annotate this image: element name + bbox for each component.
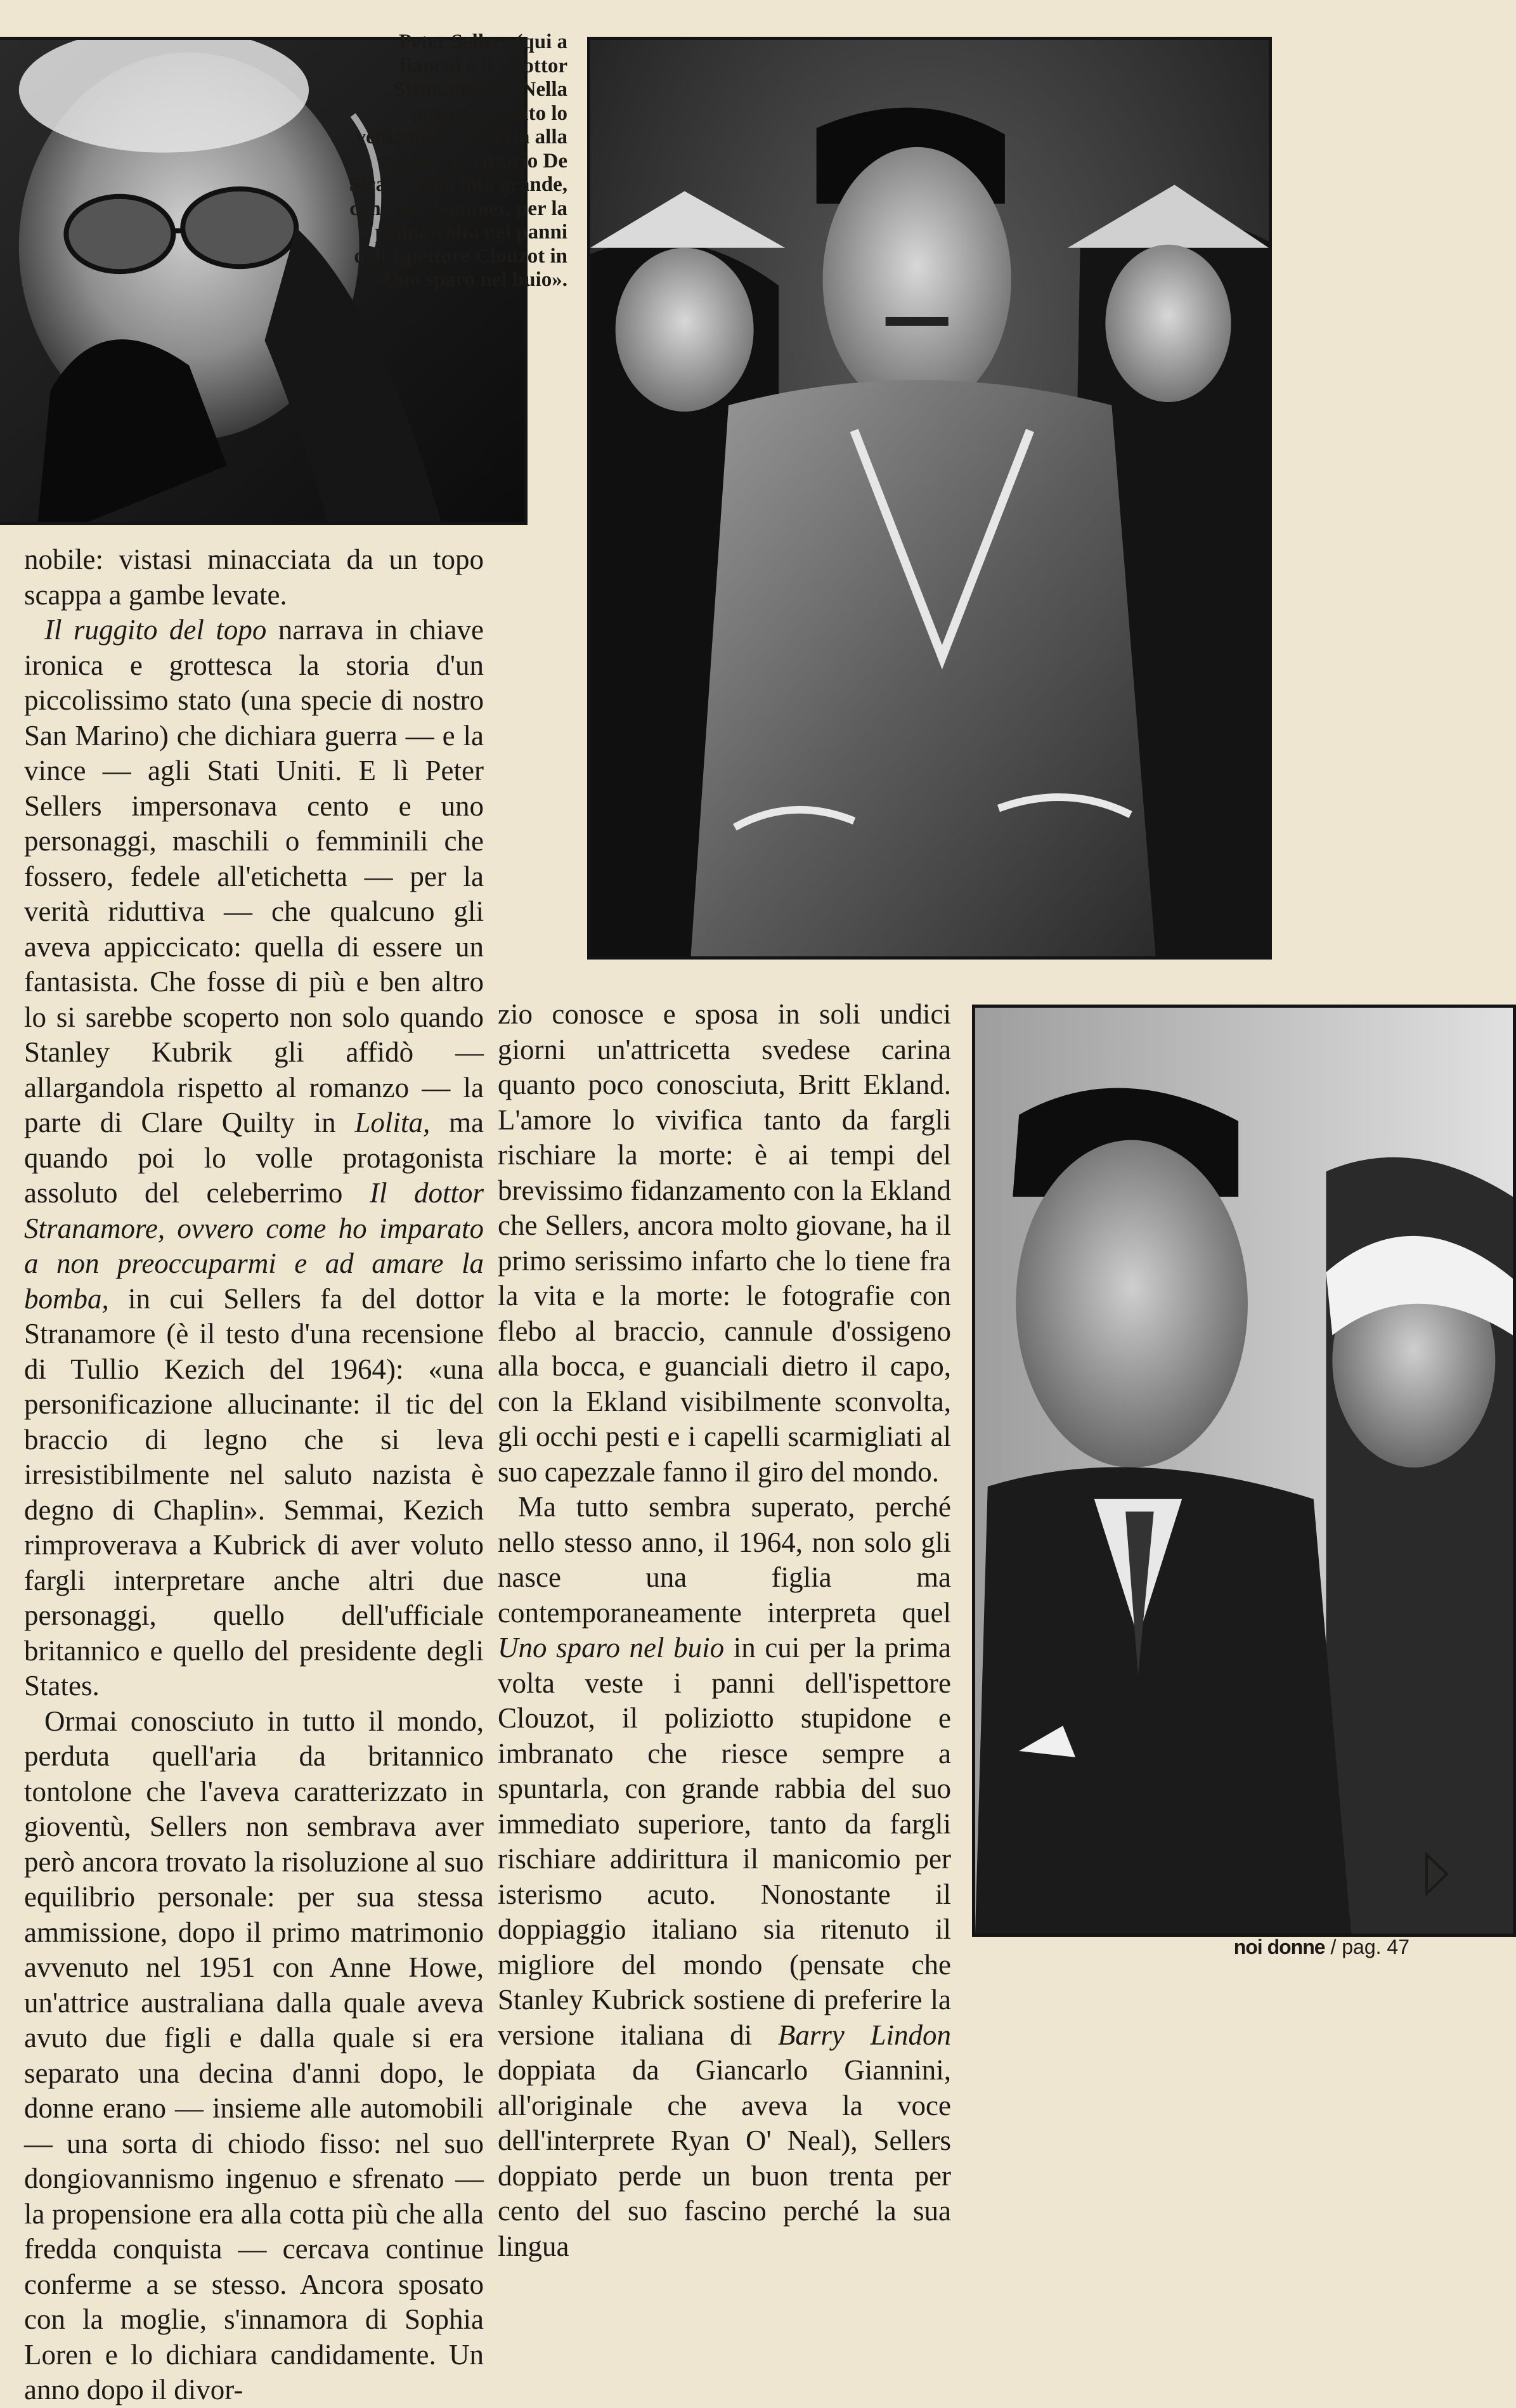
- article-paragraph: nobile: vistasi minacciata da un topo scappa a gambe levate.: [24, 543, 484, 611]
- caption-line: fianco) è il «Dottor: [399, 54, 567, 77]
- caption-line: Stranamore». Nella: [393, 78, 567, 101]
- photo-uno-sparo-nel-buio-image: [975, 1008, 1513, 1934]
- caption-line: dell'ispettore Clouzot in: [354, 244, 567, 268]
- film-title: Il ruggito del topo: [44, 614, 267, 646]
- page-number: pag. 47: [1342, 1936, 1409, 1958]
- caption-line: Peter Sellers (qui a: [398, 30, 567, 53]
- article-text: Ma tutto sembra superato, perché nello stesso anno, il 1964, non solo gli nasce una figlia ma contemporaneamente interpreta quel: [498, 1491, 951, 1629]
- article-text: narrava in chiave ironica e grottesca la storia d'un piccolissimo stato (una specie di nostro San Marino) che dichiara guerra — e la vince — agli Stati Uniti. E lì Peter Sellers impersonava cento e uno personaggi, maschili o femminili che fossero, fedele all'etichetta — per la verità riduttiva — che qualcuno gli aveva appiccicato: quella di essere un fantasista. Che fosse di più e ben altro lo si sarebbe scoperto non solo quando Stanley Kubrik gli affidò — allargandola rispetto al romanzo — la parte di Clare Quilty in: [24, 614, 484, 1138]
- caption-line: «Uno sparo nel buio».: [372, 268, 567, 291]
- film-title: Lolita,: [354, 1107, 431, 1138]
- film-title: Il dottor Stranamore, ovvero come ho imparato a non preoccuparmi e ad amare la bomba,: [24, 1177, 484, 1315]
- caption-line: prima volta nei panni: [375, 221, 567, 244]
- photo-caccia-alla-volpe: [587, 37, 1272, 960]
- film-title: Barry Lindon: [777, 2019, 951, 2051]
- article-text: in cui per la prima volta veste i panni dell'ispettore Clouzot, il poliziotto stupidone e imbranato che riesce sempre a spuntarla, con grande rabbia del suo immediato superiore, tanto da fargli rischiare addirittura il manicomio per isterismo acuto. Nonostante il doppiaggio italiano sia ritenuto il migliore del mondo (pensate che Stanley Kubrick sostiene di preferire la versione italiana di: [498, 1632, 951, 2051]
- magazine-logo: noi donne: [1233, 1936, 1325, 1958]
- article-text: ma quando poi lo volle protagonista assoluto del celeberrimo: [24, 1107, 484, 1209]
- photo-caccia-alla-volpe-image: [590, 40, 1269, 956]
- caption-line: con Elke Sommer, per la: [349, 197, 567, 220]
- footer-separator: /: [1330, 1936, 1337, 1958]
- article-paragraph: [24, 613, 484, 1704]
- caption-line: pagina accanto lo: [411, 101, 567, 125]
- caption-line: vediamo in «Caccia alla: [355, 126, 567, 148]
- continue-arrow-icon: [1424, 1852, 1449, 1896]
- page-footer: [1234, 1936, 1409, 1959]
- photo-caption: [342, 30, 567, 292]
- article-text: doppiata da Giancarlo Giannini, all'originale che aveva la voce dell'interprete Ryan O' Neal), Sellers doppiato perde un buon trenta per cento del suo fascino perché la sua lingua: [498, 2054, 951, 2262]
- film-title: Uno sparo nel buio: [498, 1632, 725, 1663]
- caption-line: Sica e, nella foto grande,: [349, 173, 567, 196]
- article-paragraph: [498, 1490, 951, 2264]
- article-paragraph: zio conosce e sposa in soli undici giorni un'attricetta svedese carina quanto poco conosciuta, Britt Ekland. L'amore lo vivifica tanto da fargli rischiare la morte: è ai tempi del brevissimo fidanzamento con la Ekland che Sellers, ancora molto giovane, ha il primo serissimo infarto che lo tiene fra la vita e la morte: le fotografie con flebo al braccio, cannule d'ossigeno alla bocca, e guanciali dietro il capo, con la Ekland visibilmente sconvolta, gli occhi pesti e i capelli scarmigliati al suo capezzale fanno il giro del mondo.: [498, 998, 951, 1488]
- photo-uno-sparo-nel-buio: [972, 1005, 1516, 1937]
- caption-line: volpe», di Vittorio De: [377, 149, 567, 172]
- article-column-left: [24, 542, 484, 2408]
- article-column-right: [498, 997, 951, 2264]
- article-text: in cui Sellers fa del dottor Stranamore (è il testo d'una recensione di Tullio Kezich del 1964): «una personificazione allucinante: il tic del braccio di legno che si leva irresistibilmente nel saluto nazista è degno di Chaplin». Semmai, Kezich rimproverava a Kubrick di aver voluto fargli interpretare anche altri due personaggi, quello dell'ufficiale britannico e quello del presidente degli States.: [24, 1282, 484, 1702]
- article-paragraph: Ormai conosciuto in tutto il mondo, perduta quell'aria da britannico tontolone che l'aveva caratterizzato in gioventù, Sellers non sembrava aver però ancora trovato la risoluzione al suo equilibrio personale: per sua stessa ammissione, dopo il primo matrimonio avvenuto nel 1951 con Anne Howe, un'attrice australiana dalla quale aveva avuto due figli e dalla quale si era separato una decina d'anni dopo, le donne erano — insieme alle automobili — una sorta di chiodo fisso: nel suo dongiovannismo ingenuo e sfrenato — la propensione era alla cotta più che alla fredda conquista — cercava continue conferme a se stesso. Ancora sposato con la moglie, s'innamora di Sophia Loren e lo dichiara candidamente. Un anno dopo il divor-: [24, 1705, 484, 2405]
